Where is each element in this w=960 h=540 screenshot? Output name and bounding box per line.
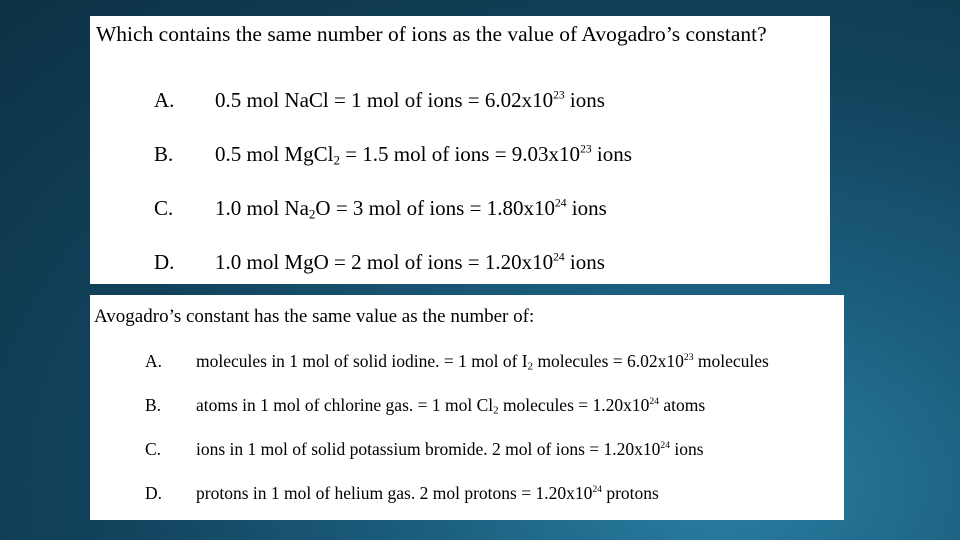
option-letter: D.	[154, 250, 175, 274]
question-2-panel	[90, 295, 844, 520]
exponent: 23	[683, 351, 694, 363]
text-run: ions	[566, 196, 607, 220]
question-1-text: Which contains the same number of ions as the value of Avogadro’s constant?	[96, 22, 767, 46]
text-run: atoms in 1 mol of chlorine gas. = 1 mol Cl	[196, 395, 494, 415]
exponent: 23	[580, 143, 592, 156]
text-run: molecules = 6.02x10	[533, 351, 684, 371]
text-run: protons	[601, 483, 659, 503]
exponent: 24	[660, 439, 670, 451]
text-run: atoms	[659, 395, 706, 415]
text-run: = 1.5 mol of ions = 9.03x10	[339, 142, 581, 166]
text-run: molecules in 1 mol of solid iodine. = 1 mol of I	[196, 351, 528, 371]
option-text	[215, 250, 605, 275]
question-2-text: Avogadro’s constant has the same value as the number of:	[94, 306, 535, 327]
option-text	[215, 142, 632, 167]
exponent: 24	[554, 197, 567, 210]
text-run: 1.0 mol MgO = 2 mol of ions = 1.20x10	[215, 250, 554, 274]
text-run: 1.0 mol Na	[215, 196, 309, 220]
exponent: 23	[553, 89, 565, 102]
option-text	[196, 483, 659, 504]
text-run: molecules = 1.20x10	[498, 395, 650, 415]
subscript: 2	[333, 152, 340, 168]
exponent: 24	[553, 251, 565, 264]
option-letter: B.	[145, 395, 162, 415]
option-letter: D.	[145, 483, 163, 503]
option-text	[215, 196, 607, 221]
text-run: 0.5 mol MgCl	[215, 142, 334, 166]
text-run: O = 3 mol of ions = 1.80x10	[315, 196, 555, 220]
subscript: 2	[493, 404, 499, 417]
exponent: 24	[592, 483, 602, 495]
option-letter: A.	[154, 88, 175, 112]
exponent: 24	[649, 395, 659, 407]
text-run: ions in 1 mol of solid potassium bromide. 2 mol of ions = 1.20x10	[196, 439, 661, 459]
option-text	[196, 439, 704, 460]
option-letter: B.	[154, 142, 174, 166]
option-text	[196, 395, 705, 416]
text-run: ions	[591, 142, 632, 166]
text-run: ions	[564, 88, 605, 112]
subscript: 2	[527, 360, 534, 373]
text-run: protons in 1 mol of helium gas. 2 mol protons = 1.20x10	[196, 483, 593, 503]
option-letter: C.	[154, 196, 174, 220]
question-1-panel	[90, 16, 830, 284]
text-run: ions	[670, 439, 704, 459]
text-run: molecules	[693, 351, 769, 371]
option-text	[215, 88, 605, 113]
text-run: ions	[564, 250, 605, 274]
option-letter: A.	[145, 351, 163, 371]
text-run: 0.5 mol NaCl = 1 mol of ions = 6.02x10	[215, 88, 554, 112]
option-text	[196, 351, 769, 372]
option-letter: C.	[145, 439, 162, 459]
subscript: 2	[308, 206, 316, 222]
